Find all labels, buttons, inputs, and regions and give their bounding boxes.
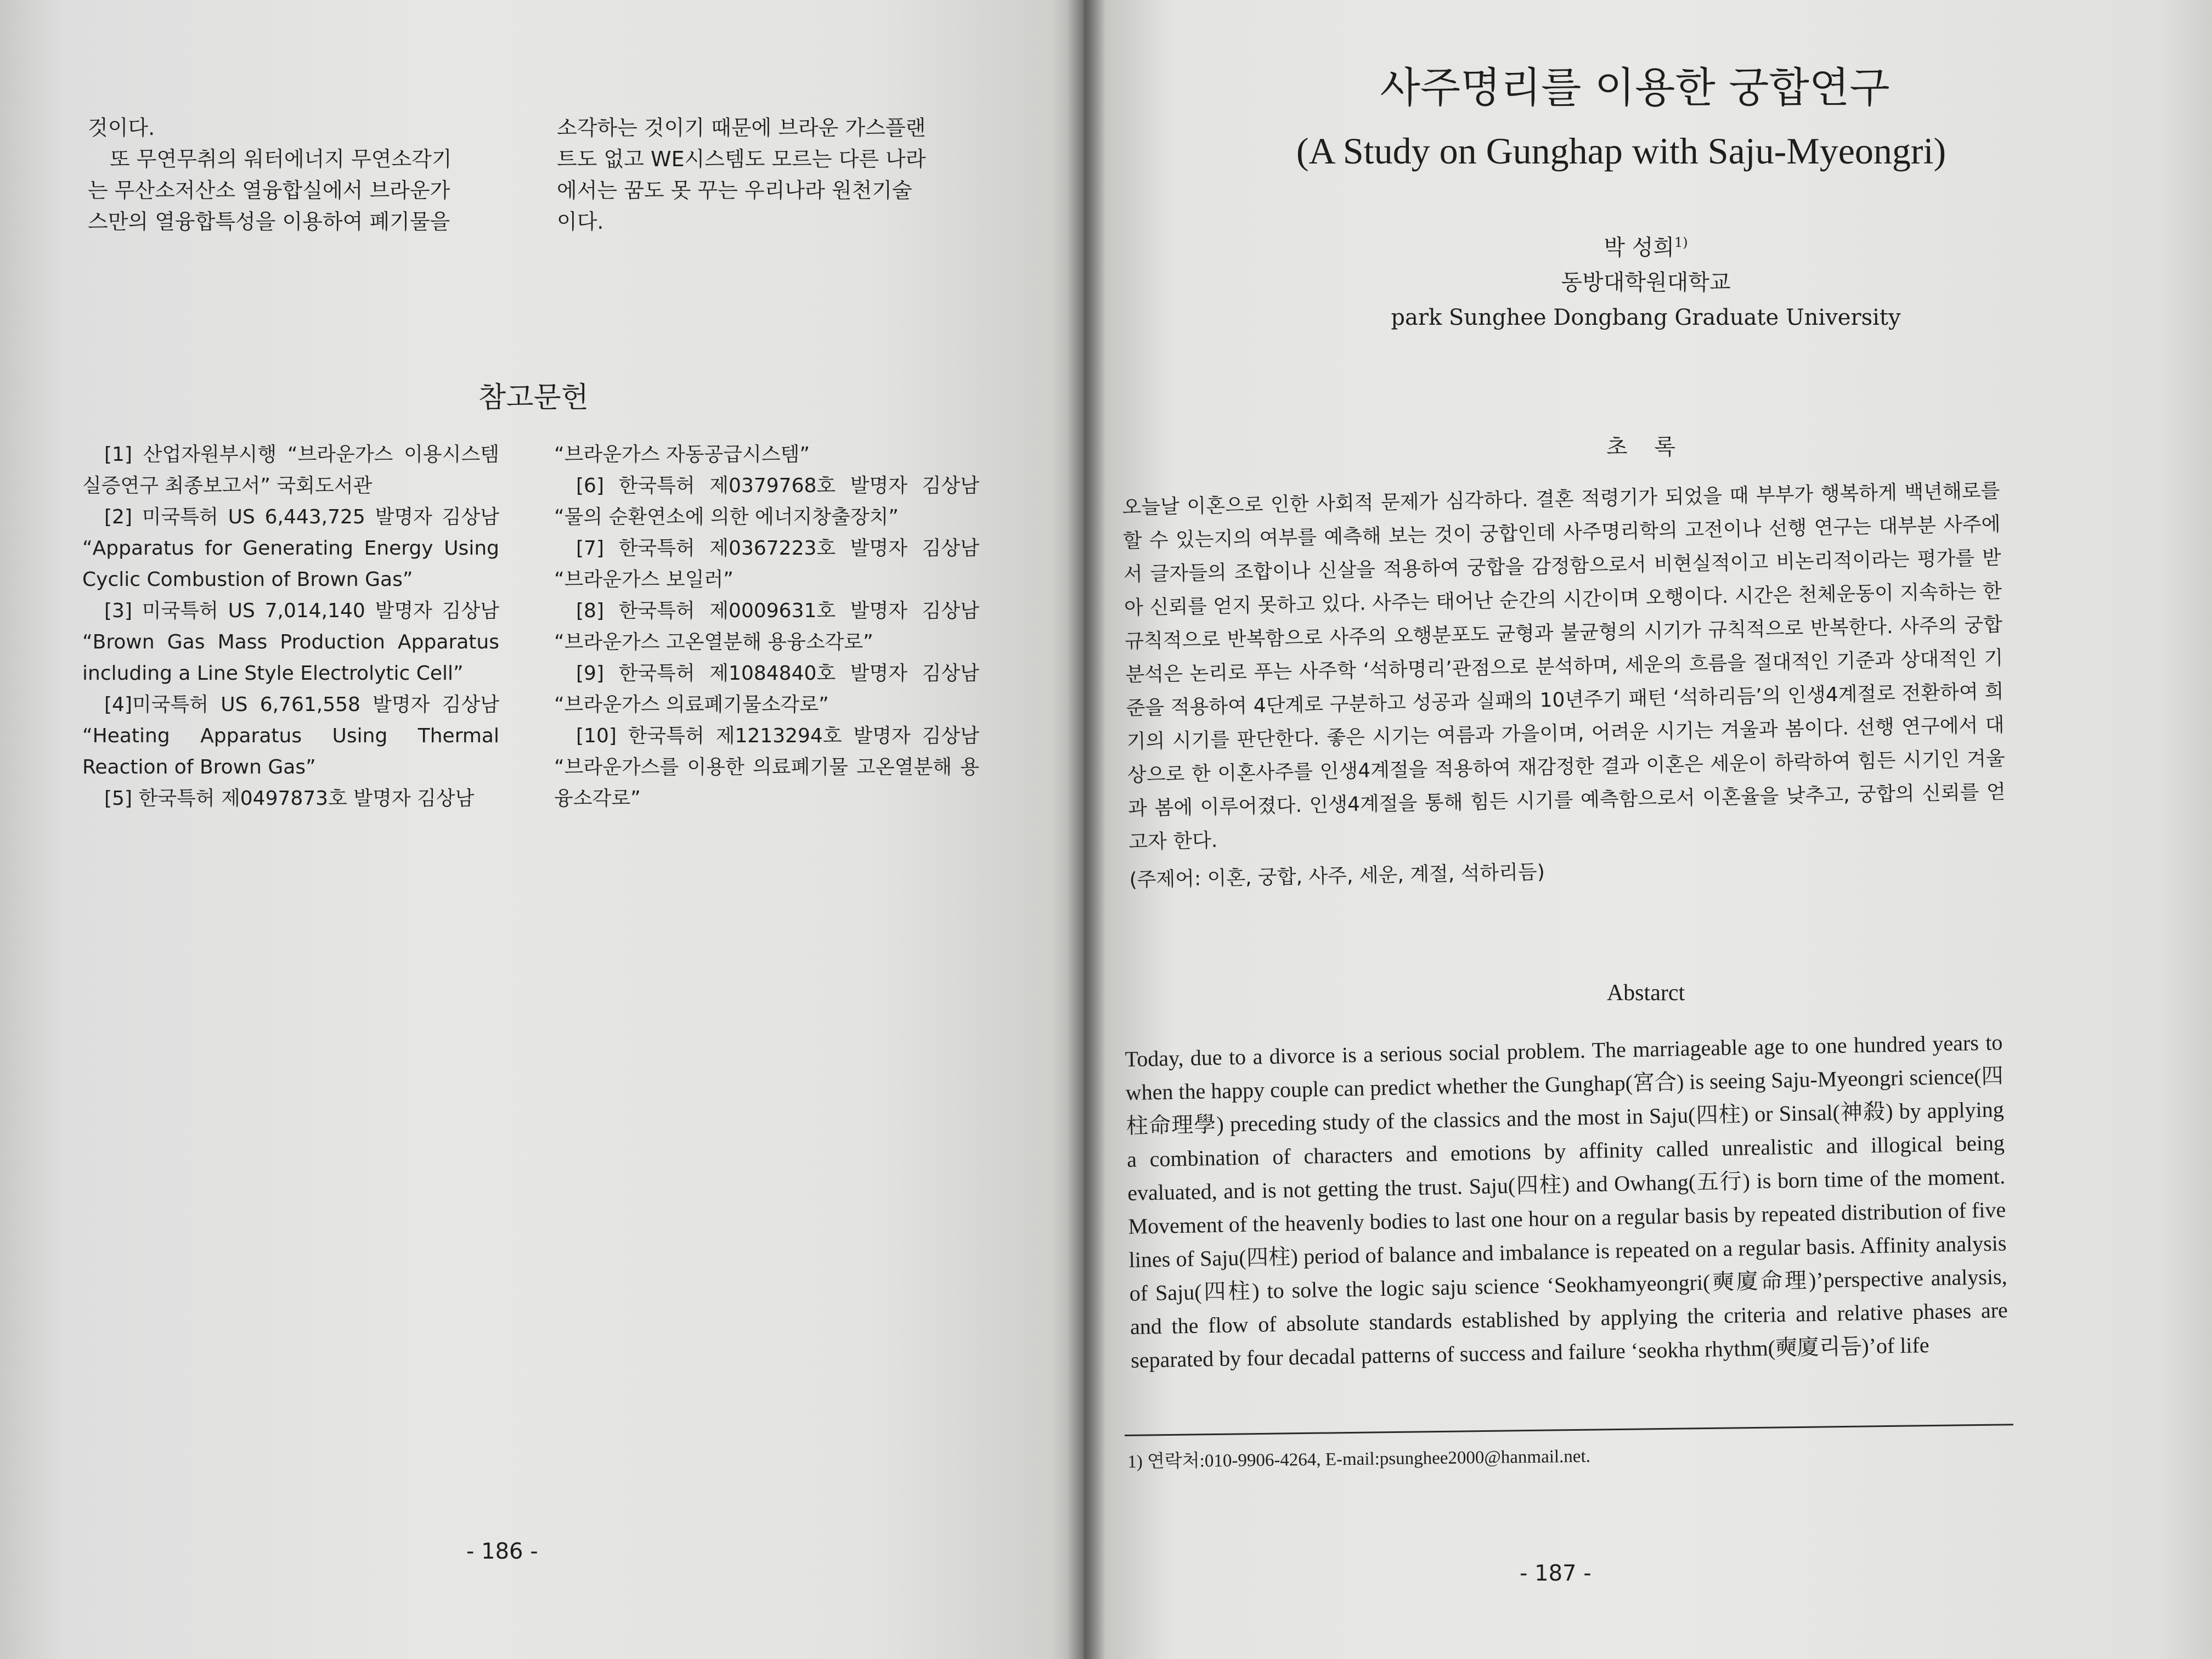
abstract-korean-heading: 초 록 — [1606, 435, 1685, 460]
paper-title-korean: 사주명리를 이용한 궁합연구 — [1380, 63, 1890, 112]
page-number-left: - 186 - — [466, 1539, 538, 1564]
reference-item: [9] 한국특허 제1084840호 발명자 김상남 “브라운가스 의료폐기물소각로” — [554, 662, 979, 716]
reference-item: [6] 한국특허 제0379768호 발명자 김상남 “물의 순환연소에 의한 에너지창출장치” — [554, 475, 979, 528]
reference-item: [2] 미국특허 US 6,443,725 발명자 김상남 “Apparatus for Generating Energy Using Cyclic Combustion of Brown Gas” — [82, 506, 499, 591]
references-column-2 — [554, 439, 979, 814]
reference-item: [5] 한국특허 제0497873호 발명자 김상남 — [104, 787, 475, 810]
author-footnote-mark: 1) — [1674, 235, 1688, 250]
page-number-right: - 187 - — [1520, 1561, 1592, 1586]
bleed-through-text — [2200, 82, 2212, 1015]
body-line: 는 무산소저산소 열융합실에서 브라운가 — [88, 178, 450, 202]
left-page-column-2 — [557, 112, 979, 238]
abstract-english-text: Today, due to a divorce is a serious social problem. The marriageable age to one hundred years to when the happy couple can predict whether the Gunghap(宮合) is seeing Saju-Myeongri science(四柱命理學) preceding study of the classics and the most in Saju(四柱) or Sinsal(神殺) by applying a combination of characters and emotions by affinity called unrealistic and illogical being evaluated, and is not getting the trust. Saju(四柱) and Owhang(五行) is born time of the moment. Movement of the heavenly bodies to last one hour on a regular basis by repeated distribution of five lines of Saju(四柱) period of balance and imbalance is repeated on a regular basis. Affinity analysis of Saju(四柱) to solve the logic saju science ‘Seokhamyeongri(奭廈命理)’perspective analysis, and the flow of absolute standards established by applying the criteria and relative phases are separated by four decadal patterns of success and failure ‘seokha rhythm(奭廈리듬)’of life — [1125, 1030, 2008, 1373]
references-heading: 참고문헌 — [478, 381, 589, 414]
author-english: park Sunghee Dongbang Graduate University — [1391, 305, 1901, 331]
reference-item: [3] 미국특허 US 7,014,140 발명자 김상남 “Brown Gas Mass Production Apparatus including a Line Style Electrolytic Cell” — [82, 600, 499, 685]
body-line: 트도 없고 WE시스템도 모르는 다른 나라 — [557, 147, 926, 171]
body-line: 스만의 열융합특성을 이용하여 폐기물을 — [88, 210, 450, 234]
reference-item: [10] 한국특허 제1213294호 발명자 김상남 “브라운가스를 이용한 의료폐기물 고온열분해 용융소각로” — [554, 725, 979, 810]
reference-item: [8] 한국특허 제0009631호 발명자 김상남 “브라운가스 고온열분해 용융소각로” — [554, 600, 979, 653]
author-name-korean: 박 성희 — [1604, 235, 1674, 261]
left-page-column-1 — [88, 112, 510, 238]
left-page — [0, 0, 1084, 1659]
body-line: 소각하는 것이기 때문에 브라운 가스플랜 — [557, 116, 926, 140]
references-column-1 — [82, 439, 499, 814]
body-line: 또 무연무취의 워터에너지 무연소각기 — [110, 147, 452, 171]
abstract-english — [1125, 1025, 2008, 1377]
reference-item: “브라운가스 자동공급시스템” — [554, 443, 810, 466]
keywords-korean: (주제어: 이혼, 궁합, 사주, 세운, 계절, 석하리듬) — [1129, 861, 1545, 891]
reference-item: [1] 산업자원부시행 “브라운가스 이용시스템 실증연구 최종보고서” 국회도서관 — [82, 443, 499, 497]
reference-item: [4]미국특허 US 6,761,558 발명자 김상남 “Heating Apparatus Using Thermal Reaction of Brown Gas” — [82, 693, 499, 778]
author-block — [1251, 225, 2041, 335]
author-affiliation-korean: 동방대학원대학교 — [1561, 270, 1731, 296]
body-line: 것이다. — [88, 116, 155, 140]
book-gutter-shadow — [1067, 0, 1105, 1659]
body-line: 이다. — [557, 210, 604, 234]
body-line: 에서는 꿈도 못 꾸는 우리나라 원천기술 — [557, 178, 912, 202]
reference-item: [7] 한국특허 제0367223호 발명자 김상남 “브라운가스 보일러” — [554, 537, 979, 591]
footnote: 1) 연락처:010-9906-4264, E-mail:psunghee2000@hanmail.net. — [1127, 1446, 1591, 1472]
paper-title-english: (A Study on Gunghap with Saju-Myeongri) — [1296, 130, 1946, 172]
abstract-korean — [1122, 474, 2007, 897]
abstract-korean-text: 오늘날 이혼으로 인한 사회적 문제가 심각하다. 결혼 적령기가 되었을 때 부부가 행복하게 백년해로를 할 수 있는지의 여부를 예측해 보는 것이 궁합인데 사주명리학의 고전이나 선행 연구는 대부분 사주에서 글자들의 조합이나 신살을 적용하여 궁합을 감정함으로서 비현실적이고 비논리적이라는 평가를 받아 신뢰를 얻지 못하고 있다. 사주는 태어난 순간의 시간이며 오행이다. 시간은 천체운동이 지속하는 한 규칙적으로 반복함으로 사주의 오행분포도 균형과 불균형의 시기가 규칙적으로 반복한다. 사주의 궁합 분석은 논리로 푸는 사주학 ‘석하명리’관점으로 분석하며, 세운의 흐름을 절대적인 기준과 상대적인 기준을 적용하여 4단계로 구분하고 성공과 실패의 10년주기 패턴 ‘석하리듬’의 인생4계절로 전환하여 희기의 시기를 판단한다. 좋은 시기는 여름과 가을이며, 어려운 시기는 겨울과 봄이다. 선행 연구에서 대상으로 한 이혼사주를 인생4계절을 적용하여 재감정한 결과 이혼은 세운이 하락하여 힘든 시기인 겨울과 봄에 이루어졌다. 인생4계절을 통해 힘든 시기를 예측함으로서 이혼율을 낮추고, 궁합의 신뢰를 얻고자 한다. — [1122, 479, 2006, 854]
abstract-english-heading: Abstarct — [1606, 980, 1685, 1006]
